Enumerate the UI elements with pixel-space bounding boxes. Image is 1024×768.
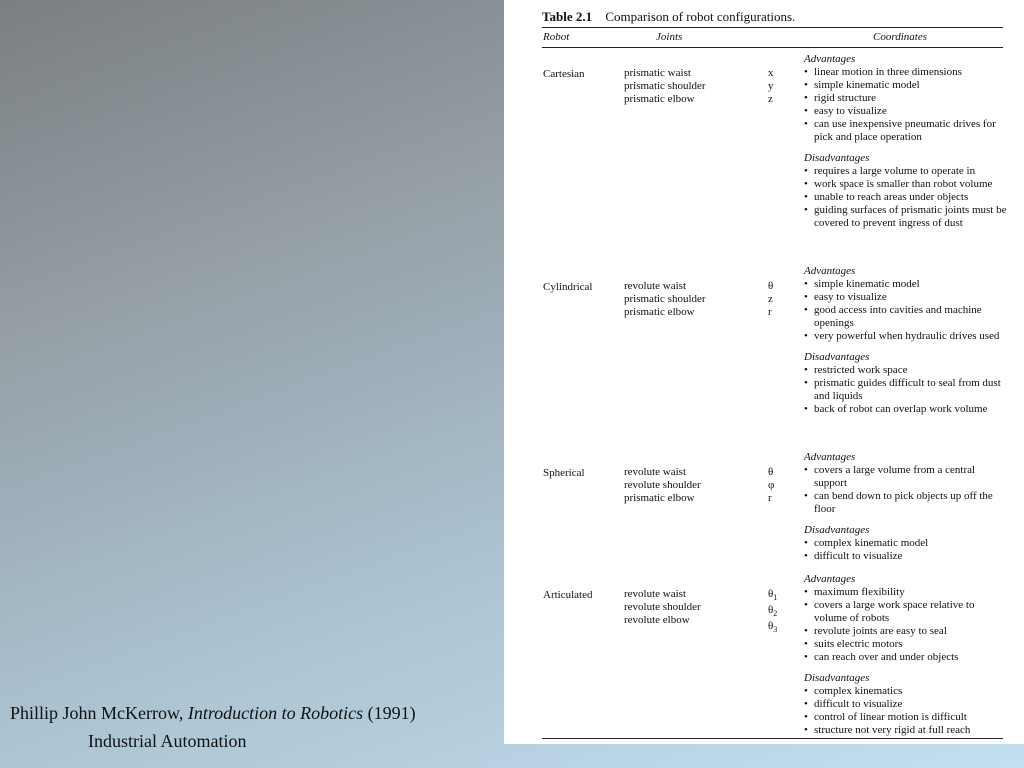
advantages-label: Advantages bbox=[804, 451, 856, 463]
advantage-item: • maximum flexibility bbox=[804, 586, 1008, 599]
coord: y bbox=[768, 80, 774, 92]
advantage-item: • suits electric motors bbox=[804, 638, 1008, 651]
disadvantage-item: • restricted work space bbox=[804, 364, 1008, 377]
disadvantages-label: Disadvantages bbox=[804, 524, 870, 536]
coord: x bbox=[768, 67, 774, 79]
joint: revolute shoulder bbox=[624, 479, 701, 491]
disadvantage-item: • difficult to visualize bbox=[804, 698, 1008, 711]
joint: revolute waist bbox=[624, 466, 687, 478]
coord: $\theta_2$ bbox=[768, 604, 778, 619]
header-coordinates: Coordinates bbox=[873, 31, 927, 43]
pros-cons bbox=[804, 265, 1008, 416]
joints-list bbox=[624, 588, 701, 627]
disadvantage-item: • complex kinematic model bbox=[804, 537, 1008, 550]
table-title bbox=[542, 9, 795, 25]
advantage-item: • easy to visualize bbox=[804, 105, 1008, 118]
citation-book-title: Introduction to Robotics bbox=[187, 703, 364, 723]
disadvantages-list bbox=[804, 364, 1008, 416]
advantage-item: • linear motion in three dimensions bbox=[804, 66, 1008, 79]
disadvantage-item: • back of robot can overlap work volume bbox=[804, 403, 1008, 416]
joint: prismatic waist bbox=[624, 67, 691, 79]
robot-name: Cartesian bbox=[543, 68, 585, 80]
disadvantages-label: Disadvantages bbox=[804, 351, 870, 363]
disadvantage-item: • prismatic guides difficult to seal from dust and liquids bbox=[804, 377, 1008, 403]
coords-list bbox=[768, 466, 774, 505]
header-rule bbox=[542, 47, 1003, 48]
joint: prismatic shoulder bbox=[624, 80, 706, 92]
disadvantage-item: • requires a large volume to operate in bbox=[804, 165, 1008, 178]
advantage-item: • very powerful when hydraulic drives used bbox=[804, 330, 1008, 343]
coord: $\theta_3$ bbox=[768, 620, 778, 635]
disadvantage-item: • difficult to visualize bbox=[804, 550, 1008, 563]
advantage-item: • easy to visualize bbox=[804, 291, 1008, 304]
disadvantage-item: • structure not very rigid at full reach bbox=[804, 724, 1008, 737]
robot-name: Articulated bbox=[543, 589, 593, 601]
header-joints: Joints bbox=[656, 31, 683, 43]
slide-subtitle: Industrial Automation bbox=[88, 731, 247, 751]
table-number: Table 2.1 bbox=[542, 9, 593, 24]
joints-list bbox=[624, 67, 706, 106]
advantage-item: • can use inexpensive pneumatic drives for pick and place operation bbox=[804, 118, 1008, 144]
coord: z bbox=[768, 93, 773, 105]
advantage-item: • simple kinematic model bbox=[804, 79, 1008, 92]
disadvantage-item: • unable to reach areas under objects bbox=[804, 191, 1008, 204]
advantage-item: • covers a large volume from a central support bbox=[804, 464, 1008, 490]
citation-author: Phillip John McKerrow, bbox=[10, 703, 184, 723]
joint: revolute waist bbox=[624, 280, 687, 292]
bottom-rule bbox=[542, 738, 1003, 739]
coord: $\theta_1$ bbox=[768, 588, 778, 603]
pros-cons bbox=[804, 451, 1008, 563]
coords-list bbox=[768, 67, 774, 106]
coord: φ bbox=[768, 479, 775, 491]
joint: prismatic elbow bbox=[624, 93, 695, 105]
disadvantages-list bbox=[804, 685, 1008, 737]
table-caption: Comparison of robot configurations. bbox=[605, 9, 796, 24]
citation bbox=[10, 702, 490, 724]
advantage-item: • can reach over and under objects bbox=[804, 651, 1008, 664]
disadvantage-item: • control of linear motion is difficult bbox=[804, 711, 1008, 724]
advantage-item: • revolute joints are easy to seal bbox=[804, 625, 1008, 638]
disadvantages-label: Disadvantages bbox=[804, 672, 870, 684]
coord: r bbox=[768, 492, 772, 504]
coord: θ bbox=[768, 280, 774, 292]
header-robot: Robot bbox=[543, 31, 570, 43]
coords-list bbox=[768, 280, 773, 319]
coord: θ bbox=[768, 466, 774, 478]
disadvantage-item: • complex kinematics bbox=[804, 685, 1008, 698]
joints-list bbox=[624, 280, 706, 319]
citation-year: (1991) bbox=[367, 703, 416, 723]
robot-name: Cylindrical bbox=[543, 281, 593, 293]
pros-cons bbox=[804, 53, 1008, 230]
joint: revolute elbow bbox=[624, 614, 690, 626]
coord: r bbox=[768, 306, 772, 318]
joint: prismatic elbow bbox=[624, 492, 695, 504]
coords-list bbox=[768, 588, 777, 637]
advantages-list bbox=[804, 586, 1008, 664]
advantage-item: • can bend down to pick objects up off the floor bbox=[804, 490, 1008, 516]
coord: z bbox=[768, 293, 773, 305]
disadvantages-label: Disadvantages bbox=[804, 152, 870, 164]
joint: revolute shoulder bbox=[624, 601, 701, 613]
advantage-item: • simple kinematic model bbox=[804, 278, 1008, 291]
table-page bbox=[504, 0, 1024, 744]
advantages-label: Advantages bbox=[804, 53, 856, 65]
joint: prismatic elbow bbox=[624, 306, 695, 318]
advantage-item: • covers a large work space relative to volume of robots bbox=[804, 599, 1008, 625]
robot-name: Spherical bbox=[543, 467, 585, 479]
disadvantages-list bbox=[804, 537, 1008, 563]
joint: revolute waist bbox=[624, 588, 687, 600]
top-rule bbox=[542, 27, 1003, 28]
advantage-item: • rigid structure bbox=[804, 92, 1008, 105]
disadvantage-item: • work space is smaller than robot volume bbox=[804, 178, 1008, 191]
advantages-list bbox=[804, 464, 1008, 516]
advantages-label: Advantages bbox=[804, 265, 856, 277]
disadvantage-item: • guiding surfaces of prismatic joints must be covered to prevent ingress of dust bbox=[804, 204, 1008, 230]
joint: prismatic shoulder bbox=[624, 293, 706, 305]
advantages-list bbox=[804, 278, 1008, 343]
joints-list bbox=[624, 466, 701, 505]
pros-cons bbox=[804, 573, 1008, 737]
advantage-item: • good access into cavities and machine openings bbox=[804, 304, 1008, 330]
advantages-label: Advantages bbox=[804, 573, 856, 585]
disadvantages-list bbox=[804, 165, 1008, 230]
advantages-list bbox=[804, 66, 1008, 144]
